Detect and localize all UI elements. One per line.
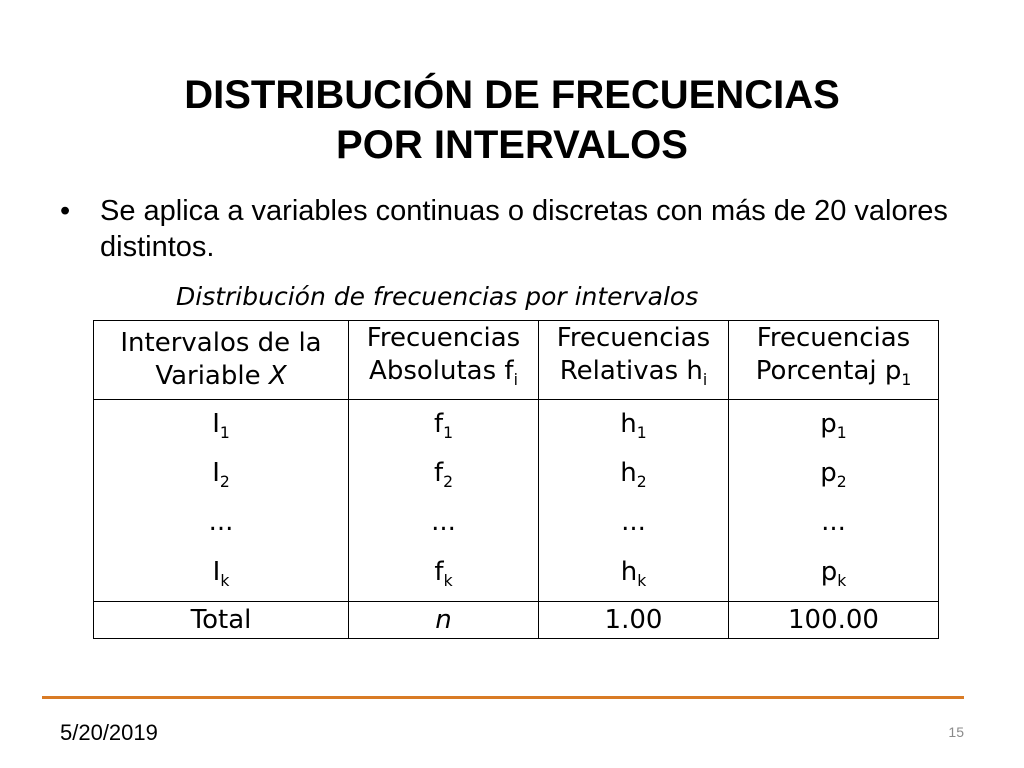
- header-relative-frequency: Frecuencias Relativas $h_i$: [539, 321, 729, 400]
- total-percentage: 100.00: [729, 601, 939, 638]
- table-body-row: [94, 400, 939, 602]
- table-cell: $h_1$: [620, 409, 647, 443]
- header-percentage-frequency: Frecuencias Porcentaj $p_1$: [729, 321, 939, 400]
- header-intervals: Intervalos de la Variable X: [94, 321, 349, 400]
- slide-title-line-2: POR INTERVALOS: [336, 123, 688, 167]
- table-cell: ...: [208, 507, 234, 538]
- total-label: Total: [94, 601, 349, 638]
- absolute-frequency-column: [349, 400, 539, 602]
- total-relative: 1.00: [539, 601, 729, 638]
- frequency-table: [93, 320, 939, 639]
- table-cell: $f_2$: [433, 458, 454, 492]
- percentage-column: [729, 400, 939, 602]
- table-cell: $h_2$: [620, 458, 647, 492]
- table-caption: Distribución de frecuencias por intervalos: [176, 282, 699, 311]
- bullet-text: Se aplica a variables continuas o discretas con más de 20 valores distintos.: [100, 195, 948, 263]
- table-cell: $I_1$: [212, 409, 230, 443]
- total-row: [94, 601, 939, 638]
- table-cell: $p_k$: [820, 556, 847, 590]
- intervals-column: [94, 400, 349, 602]
- table-cell: ...: [431, 507, 456, 538]
- slide-title: [0, 70, 1024, 170]
- total-n: n: [349, 601, 539, 638]
- header-absolute-frequency: Frecuencias Absolutas $f_i$: [349, 321, 539, 400]
- footer-divider: [42, 696, 964, 699]
- table-cell: $I_2$: [212, 458, 230, 492]
- table-cell: ...: [821, 507, 846, 538]
- header-row: [94, 321, 939, 400]
- table-cell: $I_k$: [212, 556, 230, 590]
- bullet-point: [60, 193, 960, 265]
- relative-frequency-column: [539, 400, 729, 602]
- table-cell: $f_k$: [434, 556, 453, 590]
- slide-title-line-1: DISTRIBUCIÓN DE FRECUENCIAS: [184, 73, 840, 117]
- footer-date: 5/20/2019: [60, 720, 158, 745]
- table-cell: $f_1$: [433, 409, 454, 443]
- table-cell: $p_1$: [820, 409, 847, 443]
- page-number: 15: [948, 724, 964, 740]
- table-cell: $h_k$: [620, 556, 647, 590]
- table-cell: ...: [621, 507, 646, 538]
- bullet-marker: •: [60, 195, 71, 227]
- table-cell: $p_2$: [820, 458, 847, 492]
